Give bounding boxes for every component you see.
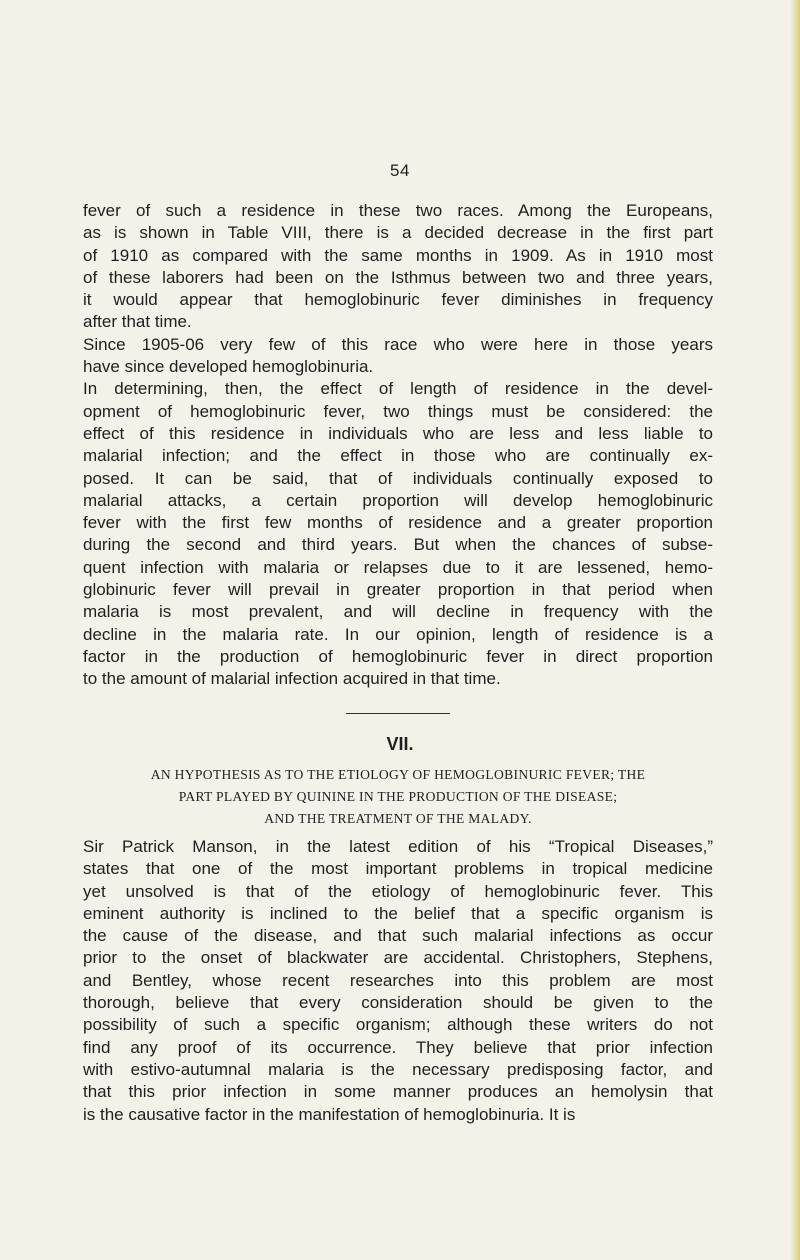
text-line: of these laborers had been on the Isthmus between two and three years, [83, 267, 713, 287]
text-line: opment of hemoglobinuric fever, two things must be considered: the [83, 401, 713, 421]
text-line: effect of this residence in individuals who are less and less liable to [83, 423, 713, 443]
text-line: prior to the onset of blackwater are accidental. Christophers, Stephens, [83, 948, 713, 968]
text-line: it would appear that hemoglobinuric fever diminishes in frequency [83, 290, 713, 310]
text-line: as is shown in Table VIII, there is a decided decrease in the first part [83, 223, 713, 243]
text-line: factor in the production of hemoglobinuric fever in direct proportion [83, 646, 713, 666]
page-number: 54 [390, 161, 410, 180]
text-line: globinuric fever will prevail in greater proportion in that period when [83, 580, 713, 600]
text-line: the cause of the disease, and that such malarial infections as occur [83, 926, 713, 946]
text-line: eminent authority is inclined to the belief that a specific organism is [83, 903, 713, 923]
text-line: states that one of the most important problems in tropical medicine [83, 859, 713, 879]
section-divider-rule [346, 713, 450, 714]
paragraph-manson [83, 836, 713, 1126]
paragraph-since [83, 334, 713, 379]
text-line: malarial attacks, a certain proportion will develop hemoglobinuric [83, 490, 713, 510]
paragraph-determining [83, 378, 713, 690]
text-line: after that time. [83, 312, 192, 332]
page-edge-shadow [790, 0, 800, 1260]
text-line: is the causative factor in the manifestation of hemoglobinuria. It is [83, 1104, 576, 1124]
section-number: VII. [386, 734, 414, 754]
text-line: have since developed hemoglobinuria. [83, 357, 374, 377]
text-line: quent infection with malaria or relapses due to it are lessened, hemo- [83, 557, 713, 577]
text-line: thorough, believe that every consideration should be given to the [83, 993, 713, 1013]
body-text-lower [83, 836, 713, 1126]
section-title-line: PART PLAYED BY QUININE IN THE PRODUCTION OF THE DISEASE; [178, 789, 618, 804]
section-title-line: AN HYPOTHESIS AS TO THE ETIOLOGY OF HEMOGLOBINURIC FEVER; THE [150, 767, 646, 782]
text-line: of 1910 as compared with the same months in 1909. As in 1910 most [83, 245, 713, 265]
body-text-upper [83, 200, 713, 691]
text-line: malaria is most prevalent, and will decline in frequency with the [83, 602, 713, 622]
text-line: that this prior infection in some manner produces an hemolysin that [83, 1082, 713, 1102]
text-line: during the second and third years. But when the chances of subse- [83, 535, 713, 555]
text-line: In determining, then, the effect of length of residence in the devel- [83, 379, 713, 399]
text-line: yet unsolved is that of the etiology of hemoglobinuric fever. This [83, 881, 713, 901]
section-title [83, 764, 713, 830]
text-line: and Bentley, whose recent researches into this problem are most [83, 970, 713, 990]
text-line: to the amount of malarial infection acquired in that time. [83, 669, 501, 689]
text-line: fever of such a residence in these two races. Among the Europeans, [83, 201, 713, 220]
text-line: Sir Patrick Manson, in the latest edition of his “Tropical Diseases,” [83, 837, 713, 856]
text-line: with estivo-autumnal malaria is the necessary predisposing factor, and [83, 1059, 713, 1079]
section-title-line: AND THE TREATMENT OF THE MALADY. [264, 811, 532, 826]
text-line: Since 1905-06 very few of this race who were here in those years [83, 334, 713, 354]
text-line: fever with the first few months of residence and a greater proportion [83, 513, 713, 533]
text-line: malarial infection; and the effect in those who are continually ex- [83, 446, 713, 466]
text-line: find any proof of its occurrence. They believe that prior infection [83, 1037, 713, 1057]
text-line: posed. It can be said, that of individuals continually exposed to [83, 468, 713, 488]
text-line: decline in the malaria rate. In our opinion, length of residence is a [83, 624, 713, 644]
text-line: possibility of such a specific organism; although these writers do not [83, 1015, 713, 1035]
paragraph-intro [83, 200, 713, 334]
